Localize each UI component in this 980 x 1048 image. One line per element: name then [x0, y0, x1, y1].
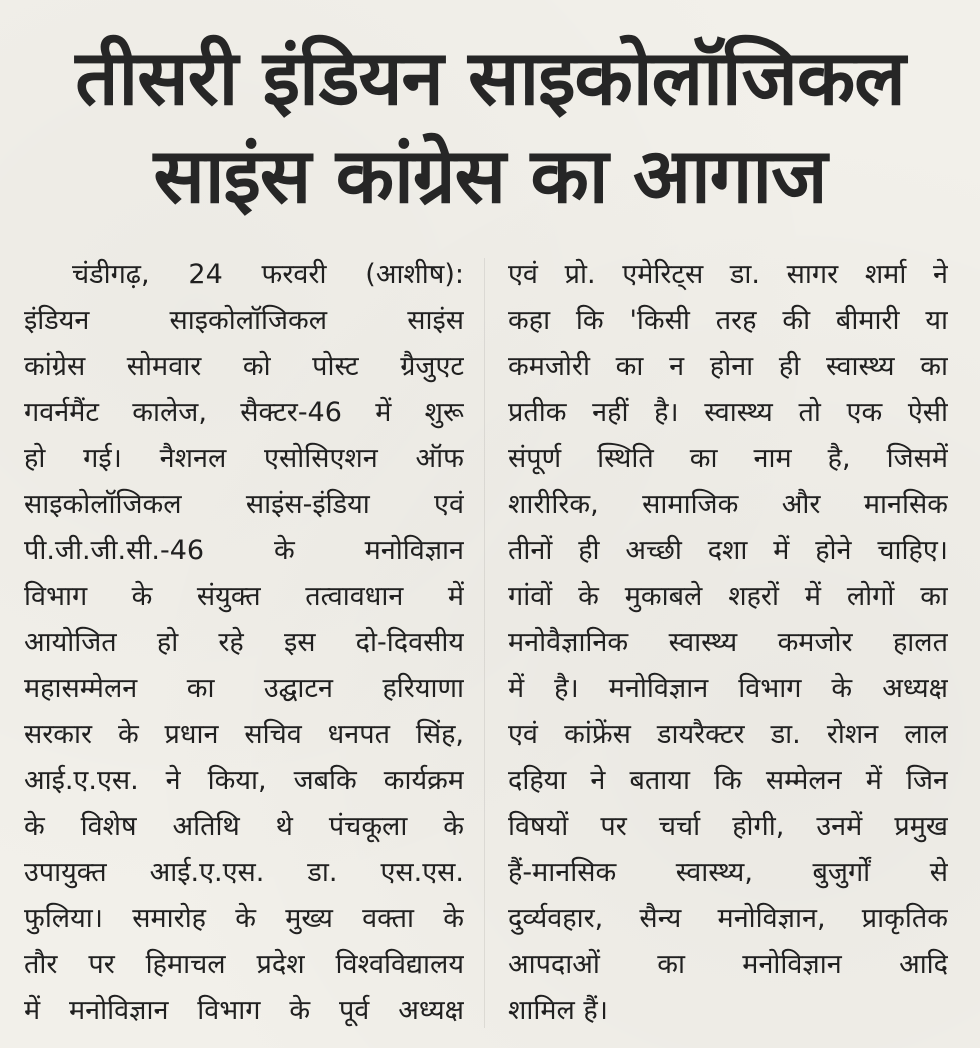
column-divider: [484, 258, 485, 1028]
article-left-column: [24, 252, 464, 1034]
article-line: हैं-मानसिक स्वास्थ्य, बुजुर्गों से: [508, 857, 948, 888]
article-line: विषयों पर चर्चा होगी, उनमें प्रमुख: [508, 811, 948, 842]
headline-line-1: तीसरी इंडियन साइकोलॉजिकल: [75, 33, 905, 122]
article-right-column: [508, 252, 948, 1034]
article-line: फुलिया। समारोह के मुख्य वक्ता के: [24, 903, 464, 934]
article-line: चंडीगढ़, 24 फरवरी (आशीष):: [72, 259, 464, 290]
article-line: महासम्मेलन का उद्घाटन हरियाणा: [24, 673, 464, 704]
article-line: प्रतीक नहीं है। स्वास्थ्य तो एक ऐसी: [508, 397, 948, 428]
article-line: दुर्व्यवहार, सैन्य मनोविज्ञान, प्राकृतिक: [508, 903, 948, 934]
article-line: मनोवैज्ञानिक स्वास्थ्य कमजोर हालत: [508, 627, 948, 658]
article-line: पी.जी.जी.सी.-46 के मनोविज्ञान: [24, 535, 464, 566]
article-line: में मनोविज्ञान विभाग के पूर्व अध्यक्ष: [24, 995, 464, 1026]
article-line: विभाग के संयुक्त तत्वावधान में: [24, 581, 464, 612]
article-line: साइकोलॉजिकल साइंस-इंडिया एवं: [24, 489, 464, 520]
article-line: आपदाओं का मनोविज्ञान आदि: [508, 949, 948, 980]
article-line: गवर्नमैंट कालेज, सैक्टर-46 में शुरू: [24, 397, 464, 428]
article-line: एवं प्रो. एमेरिट्स डा. सागर शर्मा ने: [508, 259, 948, 290]
article-line: आयोजित हो रहे इस दो-दिवसीय: [24, 627, 464, 658]
article-line: उपायुक्त आई.ए.एस. डा. एस.एस.: [24, 857, 464, 888]
headline-line-2: साइंस कांग्रेस का आगाज: [153, 131, 827, 220]
article-line: संपूर्ण स्थिति का नाम है, जिसमें: [508, 443, 948, 474]
article-line: सरकार के प्रधान सचिव धनपत सिंह,: [24, 719, 464, 750]
article-line: कमजोरी का न होना ही स्वास्थ्य का: [508, 351, 948, 382]
article-line: इंडियन साइकोलॉजिकल साइंस: [24, 305, 464, 336]
article-line: शारीरिक, सामाजिक और मानसिक: [508, 489, 948, 520]
article-line: शामिल हैं।: [508, 995, 608, 1026]
article-line: हो गई। नैशनल एसोसिएशन ऑफ: [24, 443, 464, 474]
article-line: गांवों के मुकाबले शहरों में लोगों का: [508, 581, 948, 612]
article-line: कहा कि 'किसी तरह की बीमारी या: [508, 305, 948, 336]
article-line: तौर पर हिमाचल प्रदेश विश्वविद्यालय: [24, 949, 464, 980]
article-line: एवं कांफ्रेंस डायरैक्टर डा. रोशन लाल: [508, 719, 948, 750]
article-line: दहिया ने बताया कि सम्मेलन में जिन: [508, 765, 948, 796]
article-line: के विशेष अतिथि थे पंचकूला के: [24, 811, 464, 842]
article-line: तीनों ही अच्छी दशा में होने चाहिए।: [508, 535, 948, 566]
article-line: कांग्रेस सोमवार को पोस्ट ग्रैजुएट: [24, 351, 464, 382]
article-line: आई.ए.एस. ने किया, जबकि कार्यक्रम: [24, 765, 464, 796]
article-line: में है। मनोविज्ञान विभाग के अध्यक्ष: [508, 673, 948, 704]
